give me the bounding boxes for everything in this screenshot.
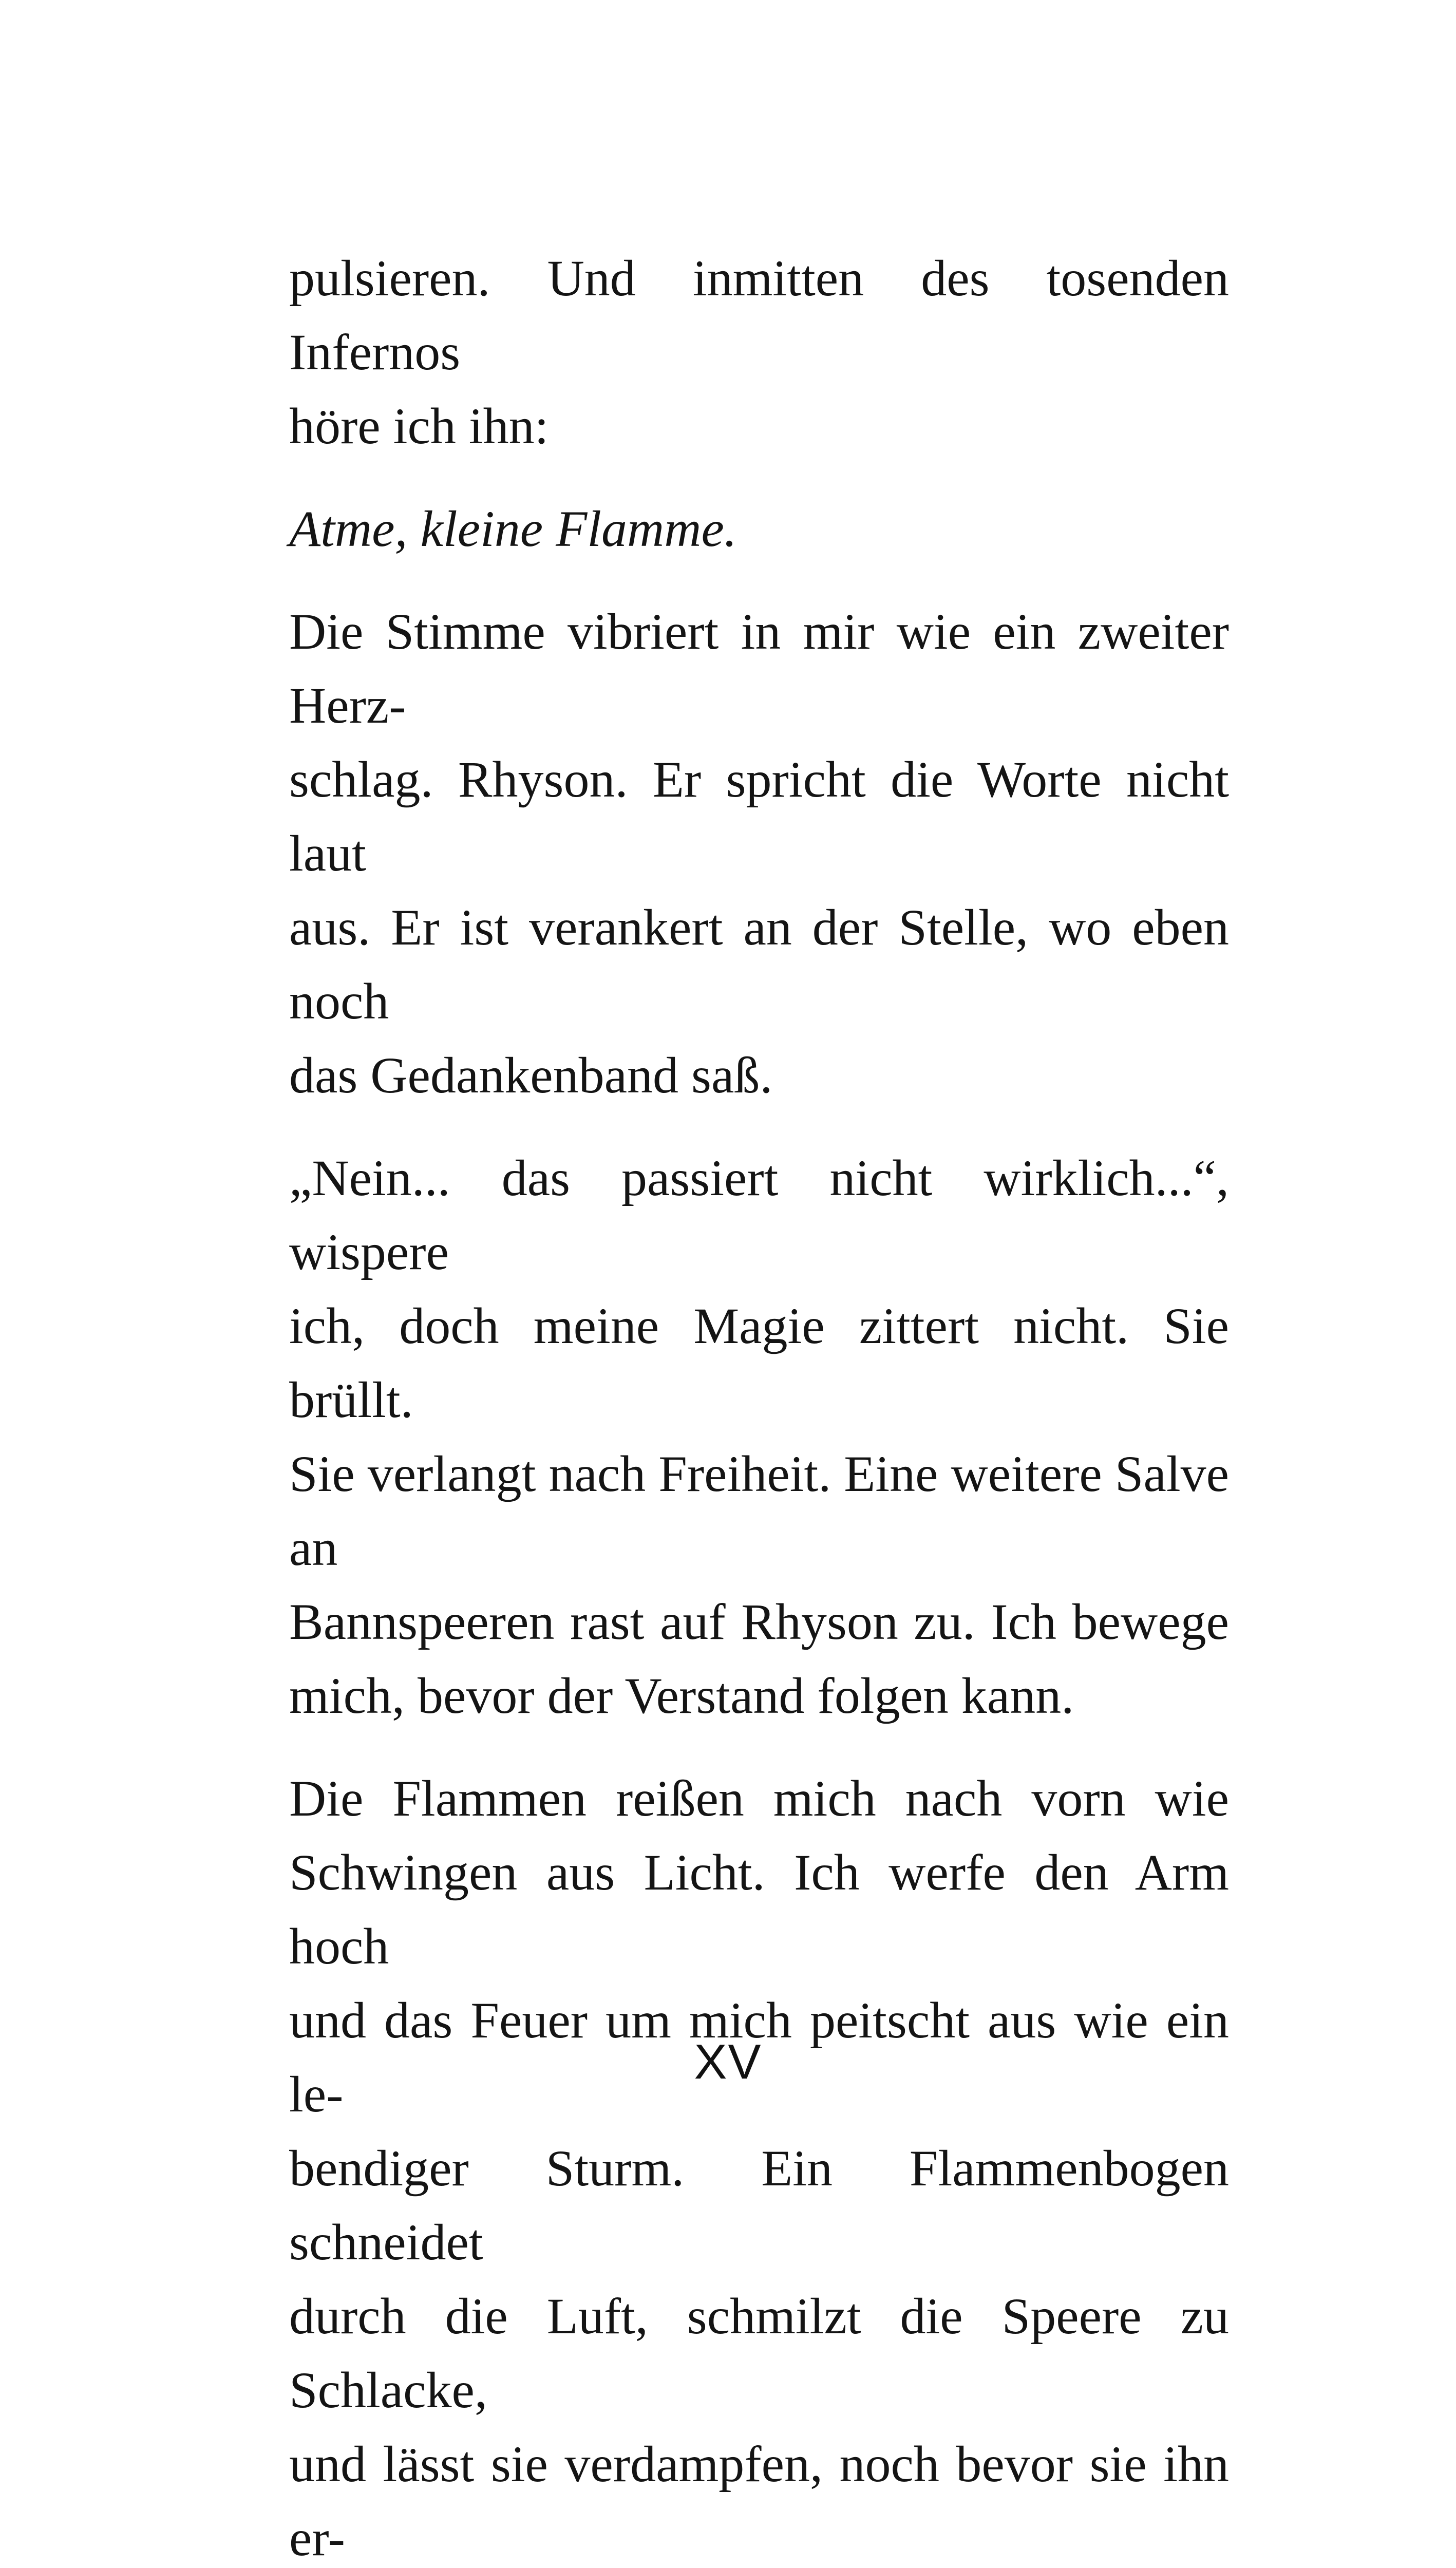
text-line: „Nein... das passiert nicht wirklich...“, wispere — [289, 1149, 1229, 1280]
text-line: Atme, kleine Flamme. — [289, 500, 737, 557]
text-line: das Gedankenband saß. — [289, 1047, 773, 1104]
text-line: und das Feuer um mich peitscht aus wie ein le- — [289, 1992, 1229, 2123]
text-line: Bannspeeren rast auf Rhyson zu. Ich bewege — [289, 1593, 1229, 1650]
body-text — [289, 241, 1229, 2568]
text-line: Schwingen aus Licht. Ich werfe den Arm hoch — [289, 1844, 1229, 1975]
paragraph-3 — [289, 595, 1229, 1112]
paragraph-2-italic — [289, 492, 1229, 566]
text-line: bendiger Sturm. Ein Flammenbogen schneidet — [289, 2140, 1229, 2271]
text-line: durch die Luft, schmilzt die Speere zu Schlacke, — [289, 2288, 1229, 2419]
text-line: aus. Er ist verankert an der Stelle, wo eben noch — [289, 899, 1229, 1030]
text-line: und lässt sie verdampfen, noch bevor sie ihn er- — [289, 2435, 1229, 2566]
text-line: schlag. Rhyson. Er spricht die Worte nicht laut — [289, 751, 1229, 882]
text-line: Die Stimme vibriert in mir wie ein zweiter Herz- — [289, 603, 1229, 734]
paragraph-4 — [289, 1141, 1229, 1733]
text-line: Die Flammen reißen mich nach vorn wie — [289, 1770, 1229, 1827]
text-line: ich, doch meine Magie zittert nicht. Sie brüllt. — [289, 1297, 1229, 1428]
page-number: XV — [694, 2034, 762, 2089]
text-line: Sie verlangt nach Freiheit. Eine weitere Salve an — [289, 1445, 1229, 1576]
text-line: mich, bevor der Verstand folgen kann. — [289, 1667, 1074, 1724]
paragraph-5 — [289, 1762, 1229, 2568]
text-line: pulsieren. Und inmitten des tosenden Infernos — [289, 250, 1229, 381]
paragraph-1 — [289, 241, 1229, 463]
text-line: höre ich ihn: — [289, 398, 549, 455]
